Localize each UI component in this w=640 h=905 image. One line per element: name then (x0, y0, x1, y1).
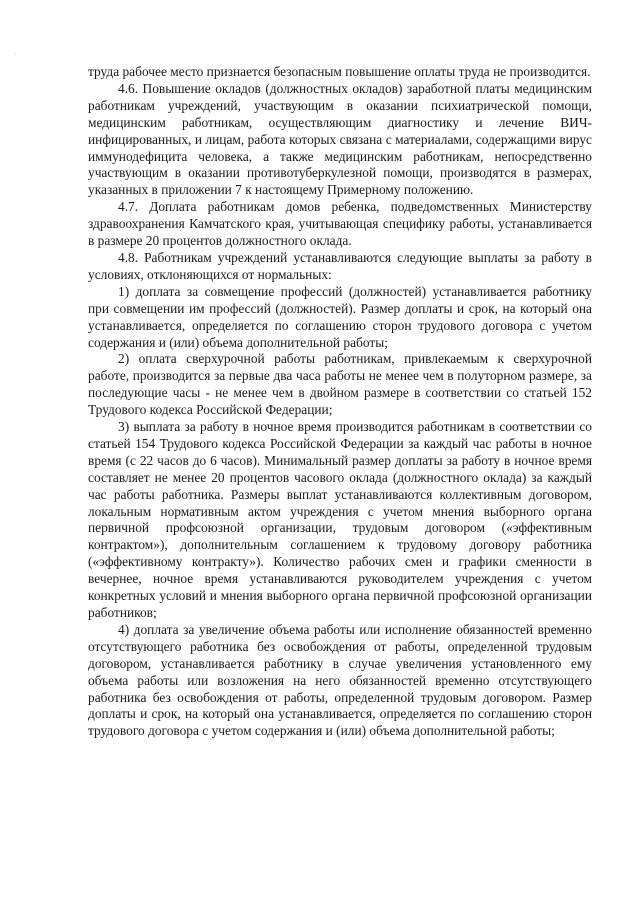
paragraph-continuation: труда рабочее место признается безопасным повышение оплаты труда не производится. (88, 64, 591, 79)
document-body (88, 64, 592, 740)
scan-margin-mark: · (14, 50, 17, 59)
list-item-4: 4) доплата за увеличение объема работы или исполнение обязанностей временно отсутствующего работника без освобождения от работы, определенной трудовым договором, устанавливается работнику в случае увеличения установленного ему объема работы или возложения на него обязанностей временно отсутствующего работника без освобождения от работы, определенной трудовым договором. Размер доплаты и срок, на который она устанавливается, определяется по соглашению сторон трудового договора с учетом содержания и (или) объема дополнительной работы; (88, 621, 592, 739)
paragraph-4-6: 4.6. Повышение окладов (должностных окладов) заработной платы медицинским работникам учреждений, участвующим в оказании психиатрической помощи, медицинским работникам, осуществляющим диагностику и лечение ВИЧ-инфицированных, и лицам, работа которых связана с материалами, содержащими вирус иммунодефицита человека, а также медицинским работникам, непосредственно участвующим в оказании противотуберкулезной помощи, производятся в размерах, указанных в приложении 7 к настоящему Примерному положению. (88, 80, 592, 198)
list-item-2: 2) оплата сверхурочной работы работникам, привлекаемым к сверхурочной работе, производится за первые два часа работы не менее чем в полуторном размере, за последующие часы - не менее чем в двойном размере в соответствии со статьей 152 Трудового кодекса Российской Федерации; (88, 351, 592, 418)
paragraph-4-8: 4.8. Работникам учреждений устанавливаются следующие выплаты за работу в условиях, отклоняющихся от нормальных: (88, 249, 592, 282)
list-item-1: 1) доплата за совмещение профессий (должностей) устанавливается работнику при совмещении им профессий (должностей). Размер доплаты и срок, на который она устанавливается, определяется по соглашению сторон трудового договора с учетом содержания и (или) объема дополнительной работы; (88, 283, 592, 350)
paragraph-4-7: 4.7. Доплата работникам домов ребенка, подведомственных Министерству здравоохранения Камчатского края, учитывающая специфику работы, устанавливается в размере 20 процентов должностного оклада. (88, 199, 592, 249)
list-item-3: 3) выплата за работу в ночное время производится работникам в соответствии со статьей 154 Трудового кодекса Российской Федерации за каждый час работы в ночное время (с 22 часов до 6 часов). Минимальный размер доплаты за работу в ночное время составляет не менее 20 процентов часового оклада (должностного оклада) за каждый час работы работника. Размеры выплат устанавливаются коллективным договором, локальным нормативным актом учреждения с учетом мнения выборного органа первичной профсоюзной организации, трудовым договором («эффективным контрактом»), дополнительным соглашением к трудовому договору работника («эффективному контракту»). Количество рабочих смен и графики сменности в вечернее, ночное время устанавливаются руководителем учреждения с учетом конкретных условий и мнения выборного органа первичной профсоюзной организации работников; (88, 419, 592, 620)
